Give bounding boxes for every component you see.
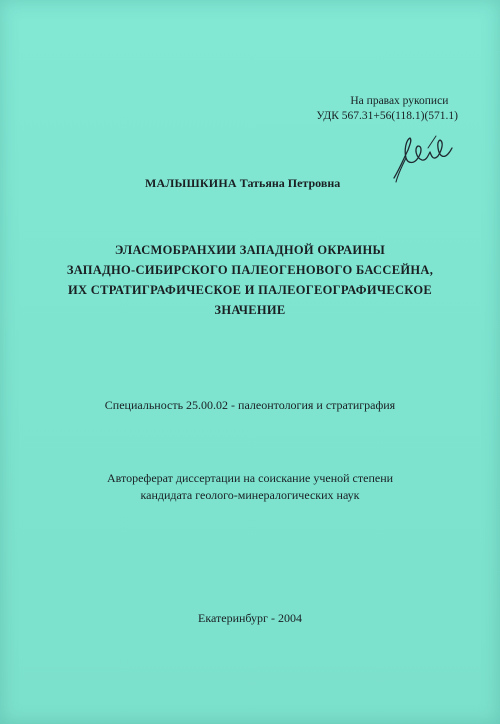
- abstract-line-2: кандидата геолого-минералогических наук: [140, 488, 360, 502]
- title-line: ЗНАЧЕНИЕ: [214, 303, 286, 317]
- dissertation-title: [30, 240, 470, 320]
- title-line: ЭЛАСМОБРАНХИИ ЗАПАДНОЙ ОКРАИНЫ: [114, 243, 386, 257]
- abstract-line-1: Автореферат диссертации на соискание ученой степени: [106, 471, 394, 485]
- abstract-statement: [0, 470, 500, 504]
- title-line: ИХ СТРАТИГРАФИЧЕСКОЕ И ПАЛЕОГЕОГРАФИЧЕСКОЕ: [67, 283, 433, 297]
- author-name: [145, 176, 340, 191]
- specialty-line: Специальность 25.00.02 - палеонтология и стратиграфия: [104, 398, 396, 412]
- header-block: [316, 94, 458, 124]
- place-and-year: Екатеринбург - 2004: [198, 611, 302, 625]
- title-line: ЗАПАДНО-СИБИРСКОГО ПАЛЕОГЕНОВОГО БАССЕЙНА,: [66, 263, 434, 277]
- author-surname: МАЛЫШКИНА: [145, 176, 237, 190]
- rights-notice: На правах рукописи: [350, 95, 449, 107]
- handwritten-signature: [388, 128, 458, 186]
- author-given-names: Татьяна Петровна: [239, 176, 341, 190]
- udc-code: УДК 567.31+56(118.1)(571.1): [316, 110, 458, 122]
